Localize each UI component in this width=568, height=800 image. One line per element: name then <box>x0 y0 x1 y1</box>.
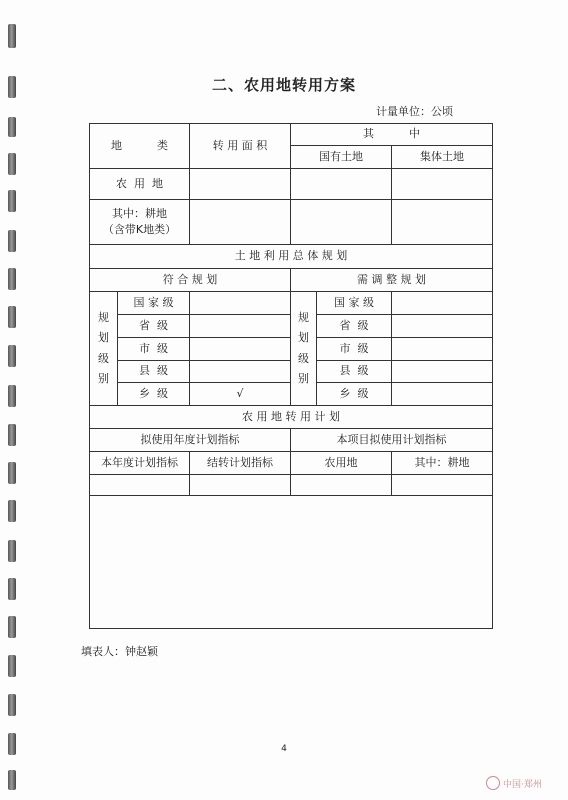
level-county-right: 县 级 <box>339 364 369 378</box>
level-national-left: 国 家 级 <box>133 295 174 309</box>
level-city-right: 市 级 <box>339 341 369 355</box>
unit-label: 计量单位：公顷 <box>376 105 453 118</box>
watermark-text: 中国·郑州 <box>503 779 542 790</box>
binding-mark <box>8 578 16 600</box>
binding-mark <box>8 385 16 407</box>
document-title: 二、农用地转用方案 <box>211 76 356 94</box>
binding-mark <box>8 117 16 137</box>
binding-mark <box>8 462 16 484</box>
cultivated-row-label: 其中：耕地 （含带K地类） <box>102 206 177 236</box>
binding-mark <box>8 230 16 252</box>
filler-name: 填表人：钟赵颖 <box>81 645 158 658</box>
farmland-indicator-header: 农用地 <box>324 455 358 469</box>
of-which-header: 其 中 <box>363 127 420 141</box>
mark-city-left <box>190 338 290 360</box>
carry-over-indicator-header: 结转计划指标 <box>207 455 273 469</box>
farmland-row-label: 农 用 地 <box>116 176 163 190</box>
overall-planning-title: 土 地 利 用 总 体 规 划 <box>234 249 348 263</box>
mark-national-left <box>190 292 290 314</box>
level-county-left: 县 级 <box>139 364 168 378</box>
land-type-header: 地 类 <box>111 138 168 152</box>
cultivated-indicator-header: 其中：耕地 <box>414 455 470 469</box>
binding-mark <box>8 694 16 716</box>
binding-mark <box>8 733 16 755</box>
watermark <box>486 776 542 790</box>
annual-indicator-header: 拟使用年度计划指标 <box>140 432 240 446</box>
binding-mark <box>8 268 16 290</box>
planning-level-label-left: 规 划 级 别 <box>98 310 109 385</box>
level-township-left: 乡 级 <box>139 386 168 400</box>
binding-mark <box>8 153 16 175</box>
level-national-right: 国 家 级 <box>334 295 374 309</box>
compliant-planning-header: 符 合 规 划 <box>162 272 218 286</box>
planning-level-label-right: 规 划 级 别 <box>298 310 309 385</box>
binding-mark <box>8 500 16 522</box>
binding-mark <box>8 616 16 638</box>
adjust-planning-header: 需 调 整 规 划 <box>357 272 426 286</box>
state-owned-header: 国有土地 <box>319 149 363 163</box>
project-indicator-header: 本项目拟使用计划指标 <box>336 432 447 446</box>
mark-county-left <box>190 361 290 382</box>
binding-mark <box>8 190 16 212</box>
collective-header: 集体土地 <box>420 149 464 163</box>
mark-province-left <box>190 315 290 337</box>
binding-mark <box>8 540 16 562</box>
binding-mark <box>8 655 16 677</box>
level-province-right: 省 级 <box>339 318 369 332</box>
binding-mark <box>8 24 16 48</box>
conversion-plan-title: 农 用 地 转 用 计 划 <box>242 409 340 423</box>
area-header: 转 用 面 积 <box>212 138 268 152</box>
checkmark-township: √ <box>236 386 244 400</box>
this-year-indicator-header: 本年度计划指标 <box>101 455 178 469</box>
level-city-left: 市 级 <box>139 341 168 355</box>
level-township-right: 乡 级 <box>339 386 369 400</box>
level-province-left: 省 级 <box>139 318 168 332</box>
binding-mark <box>8 770 16 790</box>
binding-mark <box>8 424 16 446</box>
binding-mark <box>8 306 16 328</box>
binding-mark <box>8 345 16 367</box>
seal-icon <box>486 776 500 790</box>
page-number: 4 <box>281 744 287 754</box>
